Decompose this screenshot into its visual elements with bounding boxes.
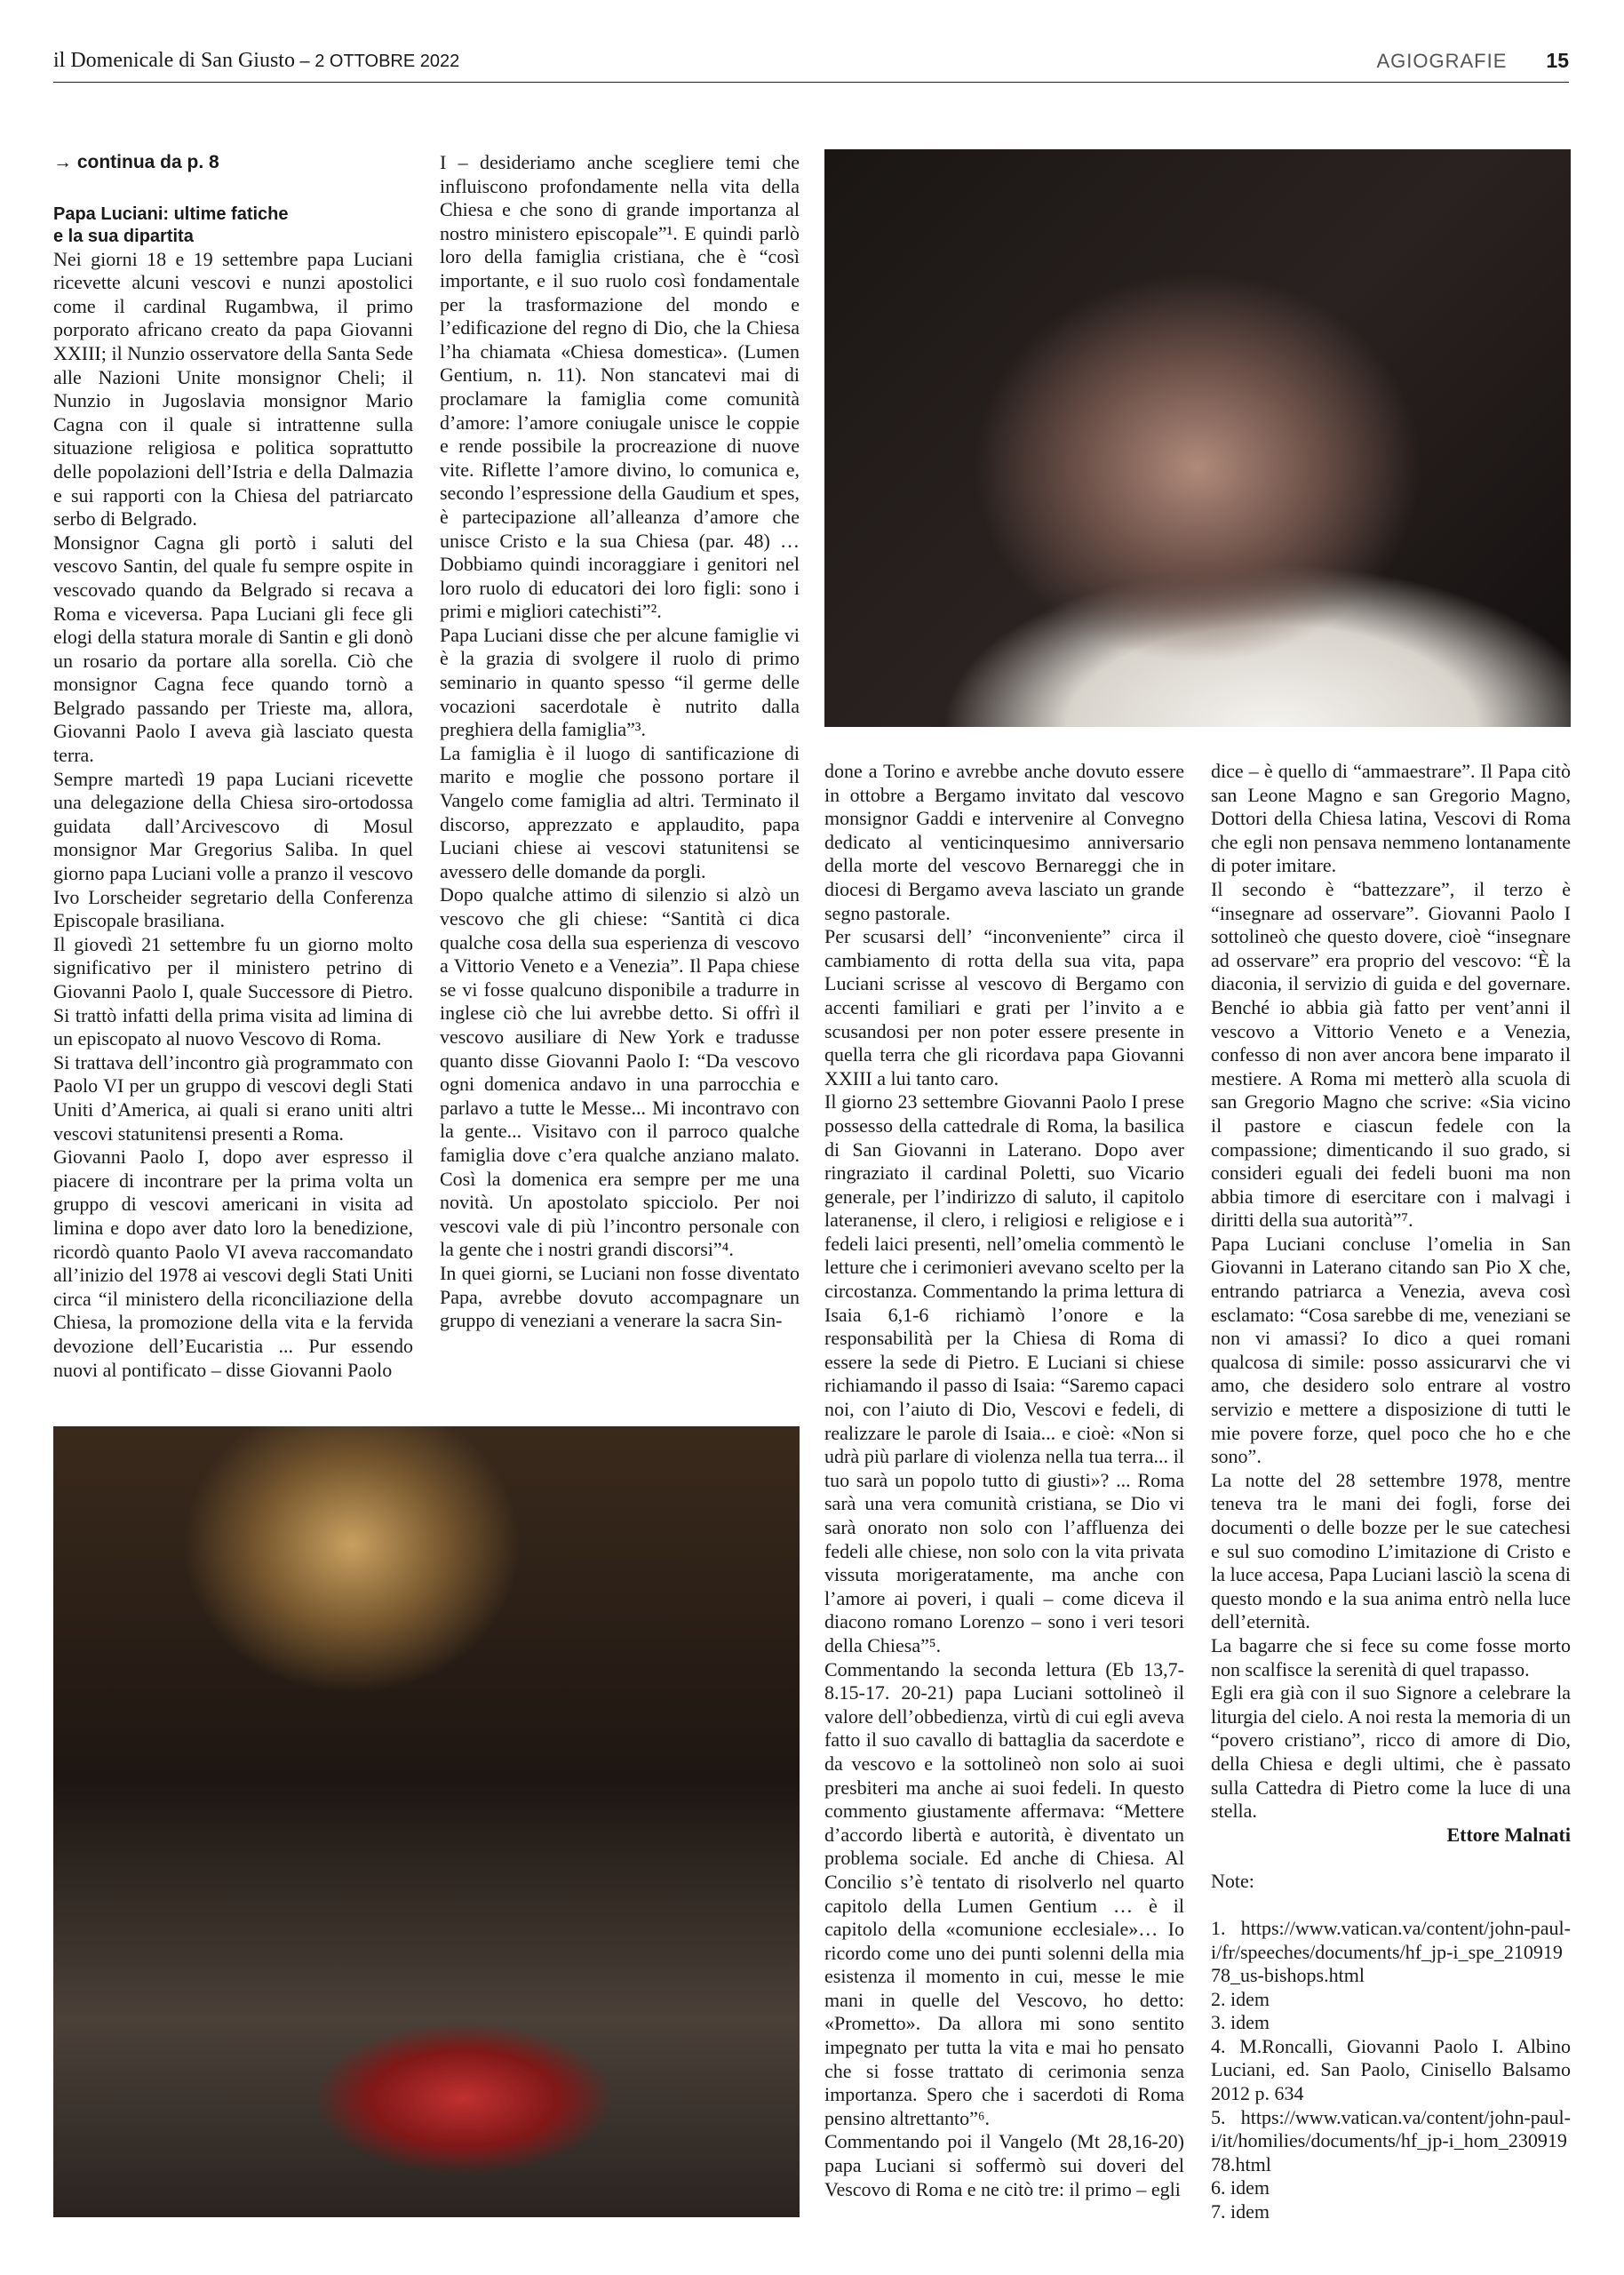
paragraph: Monsignor Cagna gli portò i saluti del vescovo Santin, del quale fu sempre ospite in vescovado quando da Belgrado si recava a Roma e viceversa. Papa Luciani gli fece gli elogi della statura morale di Santin e gli donò un rosario da portare alla sorella. Ciò che monsignor Cagna fece quando tornò a Belgrado passando per Trieste ma, allora, Giovanni Paolo I aveva già lasciato questa terra. [53,531,413,767]
publication-name: il Domenicale di San Giusto [53,49,295,72]
subheading-line-2: e la sua dipartita [53,226,194,246]
note-item: 2. idem [1211,1987,1270,2010]
paragraph: La notte del 28 settembre 1978, mentre teneva tra le mani dei fogli, forse dei documenti o delle bozze per le sue catechesi e sul suo comodino L’imitazione di Cristo e la luce accesa, Papa Luciani lasciò la scena di questo mondo e la sua anima entrò nella luce dell’eternità. [1211,1468,1571,1633]
paragraph: Sempre martedì 19 papa Luciani ricevette una delegazione della Chiesa siro-ortodossa guidata dall’Arcivescovo di Mosul monsignor Mar Gregorius Saliba. In quel giorno papa Luciani volle a pranzo il vescovo Ivo Lorscheider segretario della Conferenza Episcopale brasiliana. [53,767,413,932]
paragraph: Per scusarsi dell’ “inconveniente” circa il cambiamento di rotta della sua vita, papa Luciani scrisse al vescovo di Bergamo con accenti familiari e grati per l’invito a e scusandosi per non poter essere presente in quella terra che gli ricordava papa Giovanni XXIII a lui tanto caro. [824,925,1184,1090]
paragraph: done a Torino e avrebbe anche dovuto essere in ottobre a Bergamo invitato dal vescovo monsignor Gaddi e intervenire al Convegno dedicato al venticinquesimo anniversario della morte del vescovo Bernareggi che in diocesi di Bergamo aveva lasciato un grande segno pastorale. [824,760,1184,924]
continued-from-label: → continua da p. 8 [53,152,219,172]
notes-label: Note: [1211,1870,1254,1893]
note-item: 3. idem [1211,2011,1270,2034]
paragraph: Papa Luciani disse che per alcune famiglie vi è la grazia di svolgere il ruolo di primo seminario in quanto spesso “il germe delle vocazioni sacerdotale è nutrito dalla preghiera della famiglia”³. [440,623,800,741]
note-item: 5. https://www.vatican.va/content/john-paul-i/it/homilies/documents/hf_jp-i_hom_23091978.html [1211,2105,1571,2175]
paragraph: I – desideriamo anche scegliere temi che influiscono profondamente nella vita della Chiesa e che sono di grande importanza al nostro ministero episcopale”¹. E quindi parlò loro della famiglia cristiana, che è “così importante, e il suo ruolo così fondamentale per la trasformazione del mondo e l’edificazione del regno di Dio, che la Chiesa l’ha chiamata «Chiesa domestica». (Lumen Gentium, n. 11). Non stancatevi mai di proclamare la famiglia come comunità d’amore: l’amore coniugale unisce le coppie e rende possibile la procreazione di nuove vite. Riflette l’amore divino, lo comunica e, secondo l’espressione della Gaudium et spes, è partecipazione all’alleanza d’amore che unisce Cristo e la sua Chiesa (par. 48) … Dobbiamo quindi incoraggiare i genitori nel loro ruolo di educatori dei loro figli: sono i primi e migliori catechisti”². [440,151,800,623]
note-item: 6. idem [1211,2176,1270,2199]
subheading-line-1: Papa Luciani: ultime fatiche [53,204,289,224]
article-column-3 [824,760,1184,2201]
paragraph: Egli era già con il suo Signore a celebrare la liturgia del cielo. A noi resta la memoria di un “povero cristiano”, ricco di amore di Dio, della Chiesa e degli ultimi, che è passato sulla Cattedra di Pietro come la luce di una stella. [1211,1681,1571,1823]
paragraph: Il giovedì 21 settembre fu un giorno molto significativo per il ministero petrino di Giovanni Paolo I, quale Successore di Pietro. Si trattò infatti della prima visita ad limina di un episcopato al nuovo Vescovo di Roma. [53,932,413,1050]
paragraph: dice – è quello di “ammaestrare”. Il Papa citò san Leone Magno e san Gregorio Magno, Dottori della Chiesa latina, Vescovi di Roma che egli non pensava nemmeno lontanamente di poter imitare. [1211,760,1571,877]
paragraph: Commentando poi il Vangelo (Mt 28,16-20) papa Luciani si soffermò sui doveri del Vescovo di Roma e ne citò tre: il primo – egli [824,2130,1184,2200]
paragraph: Papa Luciani concluse l’omelia in San Giovanni in Laterano citando san Pio X che, entrando patriarca a Venezia, aveva così esclamato: “Cosa sarebbe di me, veneziani se non vi amassi? Io dico a quei romani qualcosa di simile: posso assicurarvi che vi amo, che desidero solo entrare al vostro servizio e mettere a disposizione di tutti le mie povere forze, quel poco che ho e che sono”. [1211,1232,1571,1468]
paragraph: Nei giorni 18 e 19 settembre papa Luciani ricevette alcuni vescovi e nunzi apostolici come il cardinal Rugambwa, il primo porporato africano creato da papa Giovanni XXIII; il Nunzio osservatore della Santa Sede alle Nazioni Unite monsignor Cheli; il Nunzio in Jugoslavia monsignor Mario Cagna con il quale si intrattenne sulla situazione religiosa e politica soprattutto delle popolazioni dell’Istria e della Dalmazia e sui rapporti con la Chiesa del patriarcato serbo di Belgrado. [53,247,413,531]
lying-in-state-photo [53,1426,800,2217]
pope-portrait-photo [824,149,1571,727]
paragraph: La bagarre che si fece su come fosse morto non scalfisce la serenità di quel trapasso. [1211,1633,1571,1680]
paragraph: Commentando la seconda lettura (Eb 13,7-8.15-17. 20-21) papa Luciani sottolineò il valore dell’obbedienza, virtù di cui egli aveva fatto il suo cavallo di battaglia da sacerdote e da vescovo e la sottolineò non solo ai suoi presbiteri ma anche ai suoi fedeli. In questo commento giustamente affermava: “Mettere d’accordo libertà e autorità, è diventato un problema sociale. Ed anche di Chiesa. Al Concilio s’è tentato di risolverlo nel quarto capitolo della Lumen Gentium … è il capitolo della «comunione ecclesiale»… Io ricordo come uno dei punti solenni della mia esistenza il momento in cui, messe le mie mani in quelle del Vescovo, ho detto: «Prometto». Da allora mi sono sentito impegnato per tutta la vita e mai ho pensato che si fosse trattato di cerimonia senza importanza. Spero che i sacerdoti di Roma pensino altrettanto”⁶. [824,1657,1184,2129]
section-label: AGIOGRAFIE [1376,50,1508,72]
paragraph: Si trattava dell’incontro già programmato con Paolo VI per un gruppo di vescovi degli Stati Uniti d’America, ai quali si erano uniti altri vescovi statunitensi presenti a Roma. [53,1050,413,1145]
paragraph: Dopo qualche attimo di silenzio si alzò un vescovo che gli chiese: “Santità ci dica qualche cosa della sua esperienza di vescovo a Vittorio Veneto e a Venezia”. Il Papa chiese se vi fosse qualcuno disponibile a tradurre in inglese ciò che lui avrebbe detto. Si offrì il vescovo ausiliare di New York e tradusse quanto disse Giovanni Paolo I: “Da vescovo ogni domenica andavo in una parrocchia e parlavo a tutte le Messe... Mi incontravo con la gente... Visitavo con il parroco qualche famiglia dove c’era qualche anziano malato. Così la domenica era sempre per me una novità. Un apostolato spicciolo. Per noi vescovi vale di più l’incontro personale con la gente che i nostri grandi discorsi”⁴. [440,883,800,1261]
paragraph: Giovanni Paolo I, dopo aver espresso il piacere di incontrare per la prima volta un gruppo di vescovi americani in visita ad limina e dopo aver dato loro la benedizione, ricordò quanto Paolo VI aveva raccomandato all’inizio del 1978 ai vescovi degli Stati Uniti circa “il ministero della riconciliazione della Chiesa, la promozione della vita e la fervida devozione dell’Eucaristia ... Pur essendo nuovi al pontificato – disse Giovanni Paolo [53,1145,413,1381]
article-column-4 [1211,760,1571,2224]
article-column-1 [53,151,413,1382]
note-item: 4. M.Roncalli, Giovanni Paolo I. Albino Luciani, ed. San Paolo, Cinisello Balsamo 2012 p. 634 [1211,2034,1571,2105]
publication-title [53,49,459,73]
note-item: 1. https://www.vatican.va/content/john-paul-i/fr/speeches/documents/hf_jp-i_spe_21091978_us-bishops.html [1211,1916,1571,1987]
paragraph: Il giorno 23 settembre Giovanni Paolo I prese possesso della cattedrale di Roma, la basilica di San Giovanni in Laterano. Dopo aver ringraziato il cardinal Poletti, suo Vicario generale, per l’indirizzo di saluto, il capitolo lateranense, il clero, i religiosi e religiose e i fedeli laici presenti, nell’omelia commentò le letture che i cerimonieri avevano scelto per la circostanza. Commentando la prima lettura di Isaia 6,1-6 richiamò l’onore e la responsabilità per la Chiesa di Roma di essere la sede di Pietro. E Luciani si chiese richiamando il passo di Isaia: “Saremo capaci noi, con l’aiuto di Dio, Vescovi e fedeli, di realizzare le parole di Isaia... e cioè: «Non si udrà più parlare di violenza nella tua terra... il tuo sarà un popolo tutto di giusti»? ... Roma sarà una vera comunità cristiana, se Dio vi sarà onorato non solo con l’affluenza dei fedeli alle chiese, non solo con la vita privata vissuta morigeratamente, ma anche con l’amore ai poveri, i quali – come diceva il diacono romano Lorenzo – sono i veri tesori della Chiesa”⁵. [824,1090,1184,1656]
section-and-page [1376,49,1569,73]
article-column-2 [440,151,800,1333]
note-item: 7. idem [1211,2200,1270,2223]
issue-date: – 2 OTTOBRE 2022 [294,52,460,71]
paragraph: In quei giorni, se Luciani non fosse diventato Papa, avrebbe dovuto accompagnare un gruppo di veneziani a venerare la sacra Sin- [440,1261,800,1332]
paragraph: La famiglia è il luogo di santificazione di marito e moglie che possono portare il Vangelo come famiglia ad altri. Terminato il discorso, apprezzato e applaudito, papa Luciani chiese ai vescovi statunitensi se avessero delle domande da porgli. [440,741,800,882]
paragraph: Il secondo è “battezzare”, il terzo è “insegnare ad osservare”. Giovanni Paolo I sottolineò che questo dovere, cioè “insegnare ad osservare” era proprio del vescovo: “È la diaconia, il servizio di guida e del governare. Benché io abbia già fatto per vent’anni il vescovo a Vittorio Veneto e a Venezia, confesso di non aver ancora bene imparato il mestiere. A Roma mi metterò alla scuola di san Gregorio Magno che scrive: «Sia vicino il pastore e ciascun fedele con la compassione; dimenticando il suo grado, si consideri eguali dei fedeli buoni ma non abbia timore di esercitare con i malvagi i diritti della sua autorità”⁷. [1211,877,1571,1232]
header-rule [53,82,1569,83]
page-number: 15 [1546,49,1569,72]
author-signature: Ettore Malnati [1446,1823,1571,1846]
